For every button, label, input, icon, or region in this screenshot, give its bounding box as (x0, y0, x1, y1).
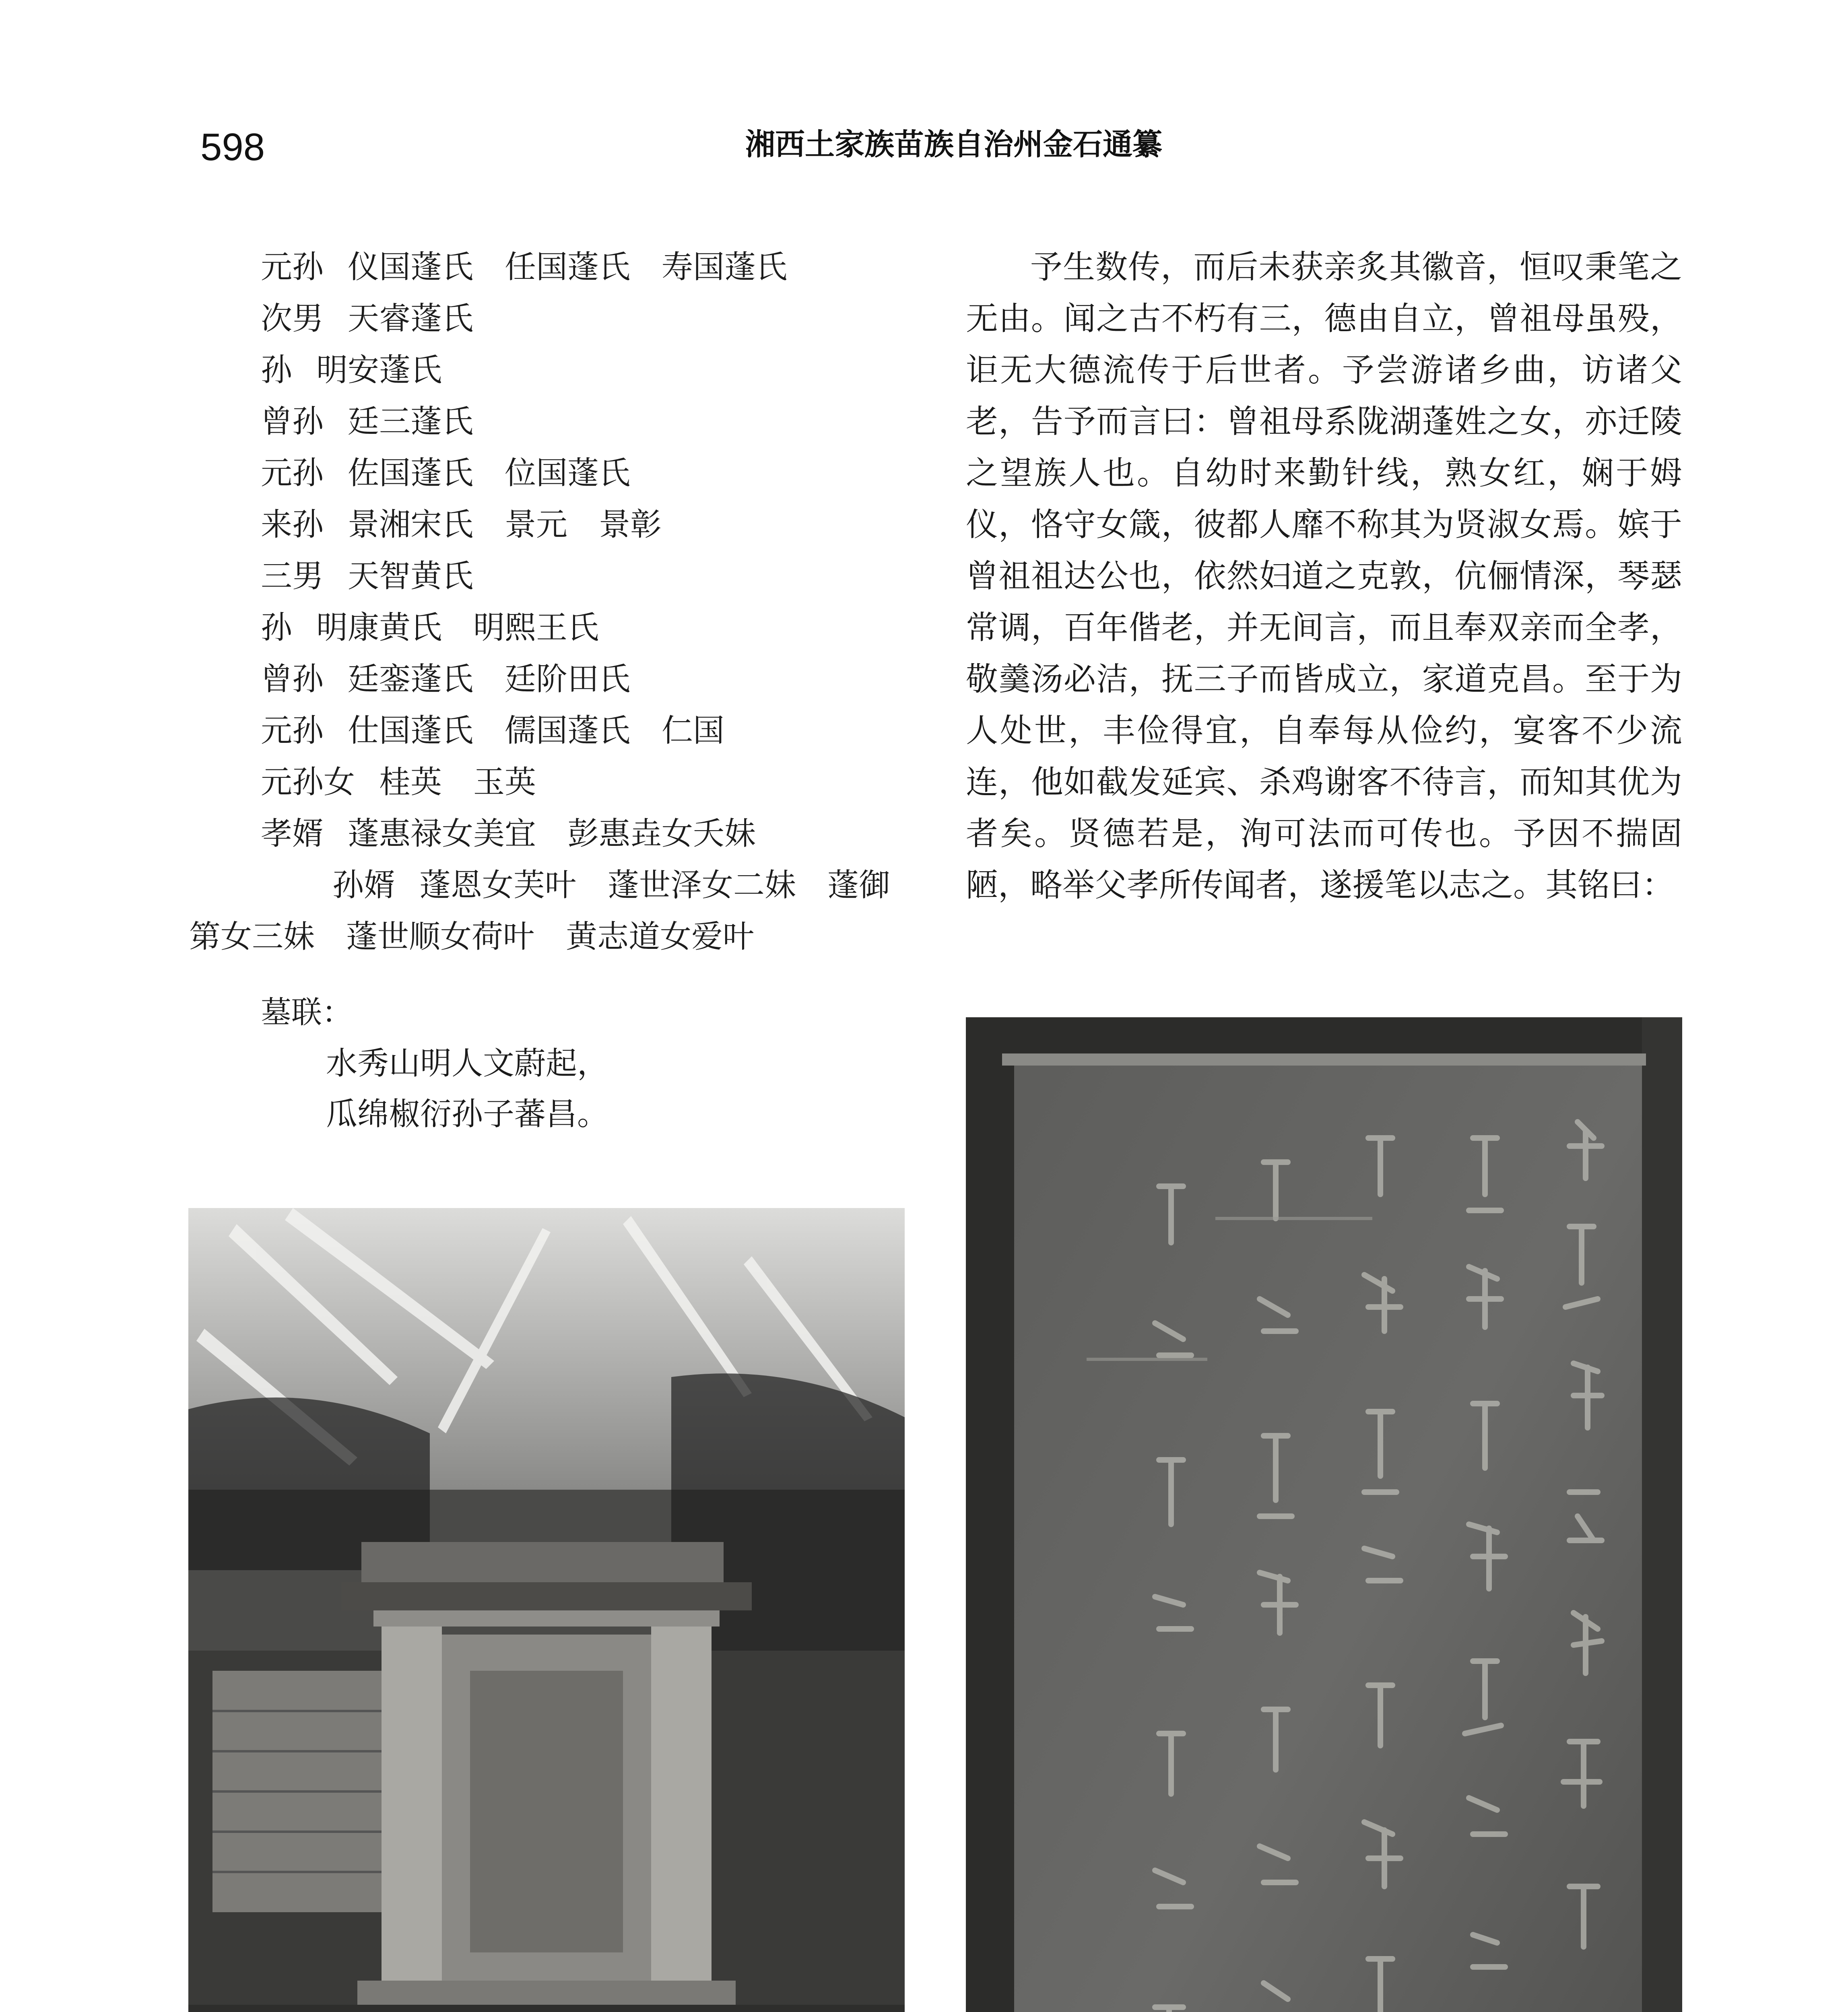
family-list-item (189, 653, 910, 705)
family-names: 景湘宋氏 景元 景彰 (348, 507, 662, 543)
family-list-item (189, 241, 910, 293)
family-names: 天睿蓬氏 (348, 301, 474, 337)
family-list-item (189, 860, 910, 963)
family-role: 元孙 (261, 713, 324, 749)
left-column (189, 241, 910, 1140)
family-names: 明安蓬氏 (316, 352, 442, 388)
family-role: 曾孙 (261, 404, 324, 440)
tomb-photo-image (188, 1208, 905, 2012)
family-list-item (189, 705, 910, 757)
family-list-item (189, 344, 910, 396)
family-role: 次男 (261, 301, 324, 337)
family-role: 元孙女 (261, 764, 355, 800)
family-names: 明康黄氏 明熙王氏 (316, 610, 599, 646)
family-role: 孙 (261, 352, 293, 388)
family-role: 孝婿 (261, 816, 324, 852)
family-list-item (189, 550, 910, 602)
family-role: 曾孙 (261, 661, 324, 697)
family-role: 三男 (261, 558, 324, 594)
running-head: 湘西土家族苗族自治州金石通纂 (745, 127, 1162, 162)
family-list-item (189, 757, 910, 808)
page-number: 598 (200, 126, 265, 169)
family-role: 元孙 (261, 455, 324, 491)
family-list-item (189, 808, 910, 860)
couplet-line-2: 瓜绵椒衍孙子蕃昌。 (326, 1096, 609, 1132)
family-role: 孙 (261, 610, 293, 646)
epitaph-text: 予生数传，而后未获亲炙其徽音，恒叹秉笔之无由。闻之古不朽有三，德由自立，曾祖母虽殁，讵无大德流传于后世者。予尝游诸乡曲，访诸父老，告予而言曰：曾祖母系陇湖蓬姓之女，亦迁陵之望族人也。自幼时来勤针线，熟女红，娴于姆仪，恪守女箴，彼都人靡不称其为贤淑女焉。嫔于曾祖祖达公也，依然妇道之克敦，伉俪情深，琴瑟常调，百年偕老，并无间言，而且奉双亲而全孝，敬羹汤必洁，抚三子而皆成立，家道克昌。至于为人处世，丰俭得宜，自奉每从俭约，宴客不少流连，他如截发延宾、杀鸡谢客不待言，而知其优为者矣。贤德若是，洵可法而可传也。予因不揣固陋，略举父孝所传闻者，遂援笔以志之。其铭曰： (966, 248, 1682, 904)
right-column (966, 241, 1682, 911)
family-list (189, 241, 910, 963)
family-names: 仪国蓬氏 任国蓬氏 寿国蓬氏 (348, 249, 788, 285)
family-names: 仕国蓬氏 儒国蓬氏 仁国 (348, 713, 725, 749)
tomb-photo (188, 1208, 905, 2012)
couplet-label: 墓联： (261, 994, 353, 1030)
family-list-item (189, 602, 910, 653)
family-names: 桂英 玉英 (379, 764, 536, 800)
family-list-item (189, 396, 910, 447)
family-names: 天智黄氏 (348, 558, 474, 594)
epitaph-rubbing-photo (966, 1017, 1682, 2012)
family-names: 蓬恩女芙叶 蓬世泽女二妹 蓬御第女三妹 蓬世顺女荷叶 黄志道女爱叶 (189, 867, 891, 955)
epitaph-rubbing-image (966, 1017, 1682, 2012)
family-names: 廷三蓬氏 (348, 404, 474, 440)
family-role: 孙婿 (332, 867, 396, 903)
couplet-line-1: 水秀山明人文蔚起， (326, 1045, 609, 1082)
family-names: 佐国蓬氏 位国蓬氏 (348, 455, 631, 491)
family-list-item (189, 293, 910, 344)
family-role: 元孙 (261, 249, 324, 285)
family-names: 蓬惠禄女美宜 彭惠垚女夭妹 (348, 816, 756, 852)
family-list-item (189, 447, 910, 499)
family-names: 廷銮蓬氏 廷阶田氏 (348, 661, 631, 697)
family-role: 来孙 (261, 507, 324, 543)
family-list-item (189, 499, 910, 550)
